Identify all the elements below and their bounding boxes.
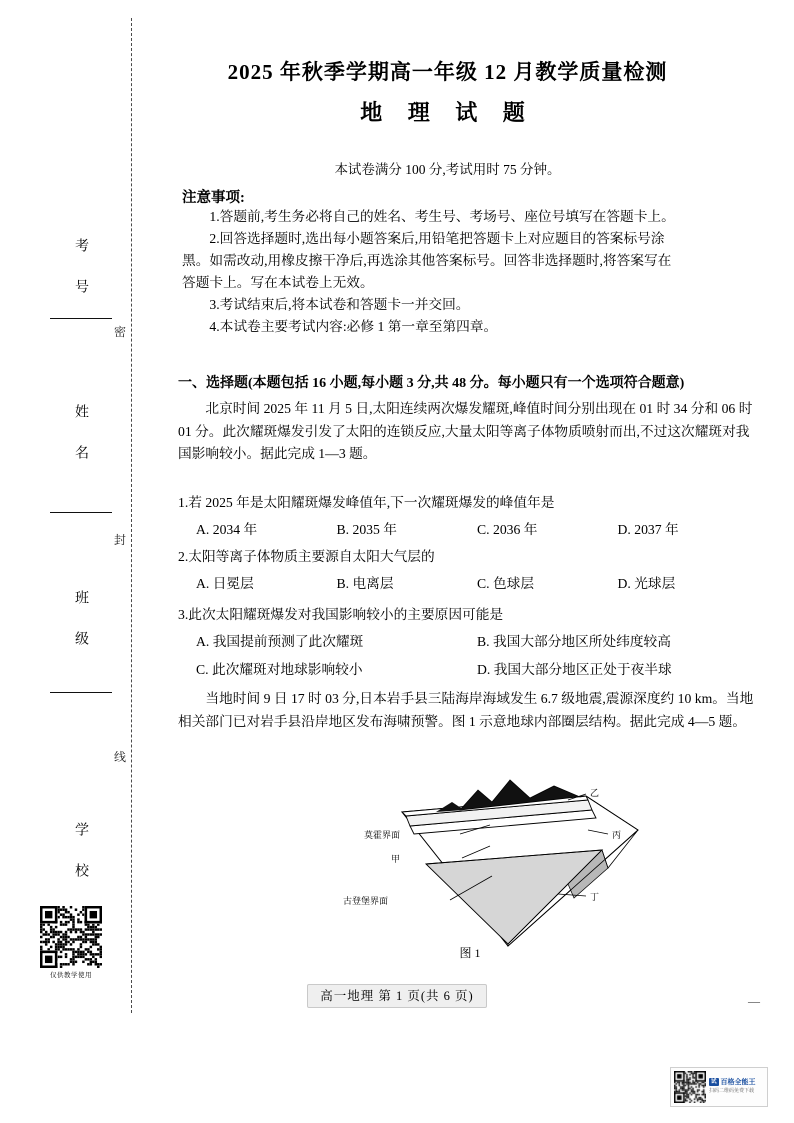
passage-1-text: 北京时间 2025 年 11 月 5 日,太阳连续两次爆发耀斑,峰值时间分别出现在 01 时 34 分和 06 时 01 分。此次耀斑爆发引发了太阳的连锁反应,大量太阳等离子体物质喷射而出,不过这次耀斑对我国影响较小。据此完成 1—3 题。 [178, 401, 753, 461]
figure-label-gutenberg: 古登堡界面 [342, 896, 388, 906]
figure-label-ding: 丁 [590, 892, 600, 902]
qr-code-left [40, 906, 102, 979]
question-3-options-row2 [196, 658, 758, 678]
question-3-stem: 3.此次太阳耀斑爆发对我国影响较小的主要原因可能是 [178, 607, 504, 622]
question-1-stem: 1.若 2025 年是太阳耀斑爆发峰值年,下一次耀斑爆发的峰值年是 [178, 495, 555, 510]
brand-title-row [709, 1078, 756, 1086]
figure-label-yi: 乙 [590, 788, 600, 798]
page-footer: 高一地理 第 1 页(共 6 页) [307, 984, 487, 1008]
figure-label-bing: 丙 [612, 830, 622, 840]
notes-list [182, 206, 758, 338]
note-item: 1.答题前,考生务必将自己的姓名、考生号、考场号、座位号填写在答题卡上。 [209, 209, 675, 224]
note-item: 2.回答选择题时,选出每小题答案后,用铅笔把答题卡上对应题目的答案标号涂 [209, 231, 665, 246]
option-c[interactable]: C. 色球层 [477, 576, 535, 591]
option-d[interactable]: D. 我国大部分地区正处于夜半球 [477, 662, 672, 677]
question-3-options-row1 [196, 630, 758, 650]
note-item: 黑。如需改动,用橡皮擦干净后,再选涂其他答案标号。回答非选择题时,将答案写在 [182, 253, 672, 268]
sidebar-rule-2 [50, 512, 112, 513]
sidebar-label-class: 班 级 [73, 590, 88, 651]
passage-2-text: 当地时间 9 日 17 时 03 分,日本岩手县三陆海岸海域发生 6.7 级地震,震源深度约 10 km。当地相关部门已对岩手县沿岸地区发布海啸预警。图 1 示意地球内部圈层结构。据此完成 4—5 题。 [178, 691, 754, 729]
figure-caption: 图 1 [459, 946, 481, 960]
option-b[interactable]: B. 2035 年 [336, 522, 397, 537]
qr-left-label: 仅供教学使用 [50, 972, 92, 979]
note-item: 答题卡上。写在本试卷上无效。 [182, 275, 374, 290]
brand-name: 百格全能王 [720, 1078, 756, 1086]
qr-code-right [674, 1071, 706, 1103]
option-c[interactable]: C. 此次耀斑对地球影响较小 [196, 662, 363, 677]
option-b[interactable]: B. 我国大部分地区所处纬度较高 [477, 634, 671, 649]
watermark-brand-box [670, 1067, 768, 1107]
passage-1 [178, 398, 758, 466]
option-c[interactable]: C. 2036 年 [477, 522, 538, 537]
question-2-stem: 2.太阳等离子体物质主要源自太阳大气层的 [178, 549, 435, 564]
seal-mark-feng: 封 [114, 528, 126, 551]
subject-title: 地 理 试 题 [360, 100, 535, 125]
notes-title: 注意事项: [182, 190, 245, 206]
brand-badge: 试 [711, 1079, 717, 1085]
option-a[interactable]: A. 我国提前预测了此次耀斑 [196, 634, 364, 649]
sidebar-rule-1 [50, 318, 112, 319]
option-a[interactable]: A. 2034 年 [196, 522, 258, 537]
brand-text [709, 1078, 756, 1096]
sidebar-label-exam-number: 考 号 [73, 238, 88, 299]
section-heading: 一、选择题(本题包括 16 小题,每小题 3 分,共 48 分。每小题只有一个选项符合题意) [178, 376, 685, 391]
seal-mark-mi: 密 [114, 320, 126, 343]
figure-label-jia: 甲 [390, 854, 400, 864]
question-1-options [196, 518, 758, 538]
option-d[interactable]: D. 光球层 [617, 576, 676, 591]
sidebar-label-name: 姓 名 [73, 404, 88, 465]
note-item: 3.考试结束后,将本试卷和答题卡一并交回。 [209, 297, 470, 312]
footer-right-mark: — [748, 994, 760, 1008]
page-title: 2025 年秋季学期高一年级 12 月教学质量检测 [227, 60, 668, 84]
earth-layers-svg [340, 772, 650, 952]
option-d[interactable]: D. 2037 年 [617, 522, 679, 537]
brand-sub: 扫码二维码免费下载 [709, 1089, 755, 1094]
seal-mark-xian: 线 [114, 745, 126, 768]
option-b[interactable]: B. 电离层 [336, 576, 394, 591]
figure-label-moho: 莫霍界面 [363, 830, 400, 840]
sidebar-rule-3 [50, 692, 112, 693]
sidebar-label-school: 学 校 [73, 822, 88, 883]
question-2-options [196, 572, 758, 592]
option-a[interactable]: A. 日冕层 [196, 576, 254, 591]
exam-info: 本试卷满分 100 分,考试用时 75 分钟。 [334, 162, 561, 177]
passage-2 [178, 688, 758, 733]
earth-layers-diagram [340, 772, 650, 952]
note-item: 4.本试卷主要考试内容:必修 1 第一章至第四章。 [209, 319, 498, 334]
